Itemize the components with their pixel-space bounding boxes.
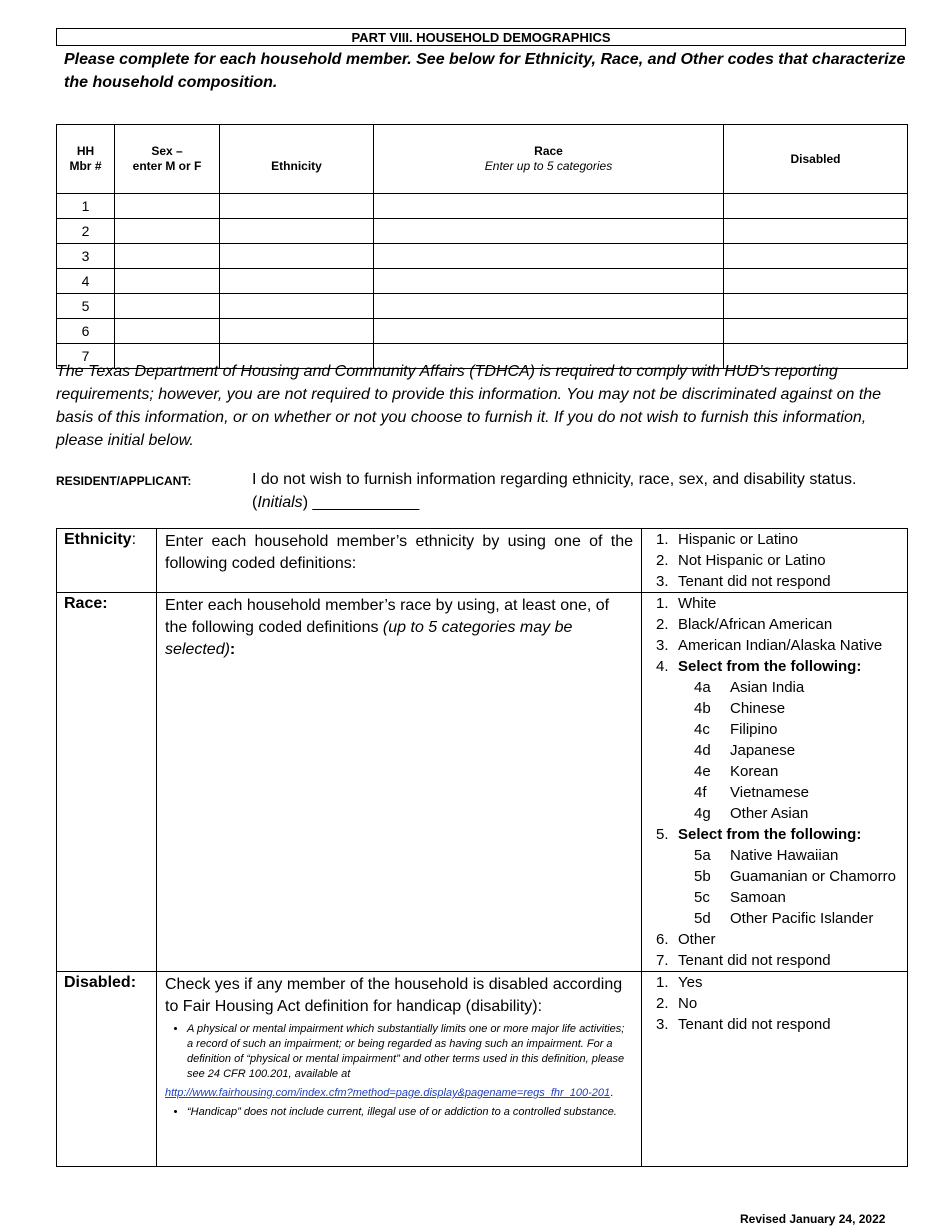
row-number: 7: [57, 344, 115, 369]
sub-option-label: Chinese: [730, 700, 786, 717]
sub-option: [656, 698, 907, 719]
initials-label: Initials: [257, 494, 303, 511]
col-race-sub: Enter up to 5 categories: [484, 159, 613, 173]
list-item: 7. Tenant did not respond: [656, 952, 831, 969]
race-cell[interactable]: [374, 269, 724, 294]
race-desc-italic: (up to 5 categories may be selected): [165, 619, 573, 658]
sub-option-label: Guamanian or Chamorro: [730, 868, 896, 885]
option-label: Select from the following:: [678, 658, 862, 675]
list-item: 3. Tenant did not respond: [656, 573, 831, 590]
sub-option-code: 4g: [694, 805, 711, 822]
list-item: 4. Select from the following:: [656, 658, 862, 675]
option-label: White: [678, 595, 717, 612]
sub-option-code: 4e: [694, 763, 711, 780]
option-label: No: [678, 995, 698, 1012]
option-label: Tenant did not respond: [678, 573, 831, 590]
sub-option: [656, 782, 907, 803]
sex-cell[interactable]: [115, 219, 220, 244]
sub-option-code: 5a: [694, 847, 711, 864]
ethnicity-label-text: Ethnicity: [64, 531, 132, 548]
table-row: [57, 244, 908, 269]
tdhca-notice: The Texas Department of Housing and Community Affairs (TDHCA) is required to comply with HUD’s reporting requirements; however, you are not required to provide this information. You may not be discriminated against on the basis of this information, or on whether or not you choose to furnish it. If you do not wish to furnish this information, please initial below.: [56, 363, 882, 449]
sex-cell[interactable]: [115, 194, 220, 219]
row-number: 4: [57, 269, 115, 294]
option-label: Not Hispanic or Latino: [678, 552, 826, 569]
sub-option: [656, 845, 907, 866]
disabled-description: [157, 972, 642, 1167]
exclusion-text: “Handicap” does not include current, illegal use of or addiction to a controlled substance.: [187, 1106, 617, 1118]
disabled-definition-list: [165, 1022, 633, 1082]
ethnicity-cell[interactable]: [220, 244, 374, 269]
sub-option-label: Filipino: [730, 721, 778, 738]
list-item: [187, 1105, 633, 1120]
disabled-cell[interactable]: [724, 319, 908, 344]
disabled-code-row: [57, 972, 908, 1167]
definition-text: A physical or mental impairment which substantially limits one or more major life activities; a record of such an impairment; or being regarded as having such an impairment. For a definition of “physical or mental impairment” and other terms used in this definition, please see 24 CFR 100.201, available at: [187, 1023, 625, 1080]
col-hh-line1: HH: [76, 144, 95, 158]
disabled-options: [642, 972, 908, 1167]
sub-option: [656, 866, 907, 887]
row-number: 3: [57, 244, 115, 269]
sex-cell[interactable]: [115, 294, 220, 319]
revision-date: Revised January 24, 2022: [740, 1212, 886, 1226]
resident-opt-out: [252, 468, 912, 514]
col-header-disabled: Disabled: [724, 125, 908, 194]
list-item: 5. Select from the following:: [656, 826, 862, 843]
opt-out-statement: I do not wish to furnish information regarding ethnicity, race, sex, and disability status.: [252, 471, 857, 488]
option-label: Yes: [678, 974, 703, 991]
list-item: 1. Hispanic or Latino: [656, 531, 799, 548]
option-label: Hispanic or Latino: [678, 531, 799, 548]
sub-option: [656, 908, 907, 929]
table-row: [57, 319, 908, 344]
sub-option-label: Japanese: [730, 742, 796, 759]
section-title: PART VIII. HOUSEHOLD DEMOGRAPHICS: [56, 28, 906, 46]
disabled-cell[interactable]: [724, 269, 908, 294]
option-label: Tenant did not respond: [678, 1016, 831, 1033]
disabled-label: Disabled:: [57, 972, 157, 1167]
race-desc-end: :: [229, 641, 236, 658]
race-cell[interactable]: [374, 219, 724, 244]
race-cell[interactable]: [374, 194, 724, 219]
row-number: 6: [57, 319, 115, 344]
list-item: 1. Yes: [656, 974, 703, 991]
list-item: 6. Other: [656, 931, 716, 948]
col-sex-line1: Sex –: [151, 144, 183, 158]
ethnicity-code-row: [57, 529, 908, 593]
sub-option-code: 4b: [694, 700, 711, 717]
sub-option-label: Native Hawaiian: [730, 847, 839, 864]
col-header-hh-mbr: [57, 125, 115, 194]
sub-option-label: Korean: [730, 763, 779, 780]
link-period: .: [610, 1087, 614, 1099]
race-description: [157, 593, 642, 972]
race-desc-main: Enter each household member’s race by using, at least one, of the following coded definitions: [165, 597, 610, 636]
sub-option: [656, 887, 907, 908]
row-number: 2: [57, 219, 115, 244]
sub-option-label: Asian India: [730, 679, 805, 696]
initials-field[interactable]: ) ____________: [302, 494, 420, 511]
sub-option-code: 4f: [694, 784, 707, 801]
list-item: [187, 1022, 633, 1082]
list-item: 3. Tenant did not respond: [656, 1016, 831, 1033]
sub-option-label: Vietnamese: [730, 784, 809, 801]
option-label: Tenant did not respond: [678, 952, 831, 969]
sub-option-code: 4c: [694, 721, 710, 738]
sub-option: [656, 677, 907, 698]
disabled-exclusion-list: [165, 1105, 633, 1120]
ethnicity-cell[interactable]: [220, 319, 374, 344]
disabled-cell[interactable]: [724, 294, 908, 319]
col-header-sex: [115, 125, 220, 194]
table-row: [57, 269, 908, 294]
household-members-table: [56, 124, 908, 369]
col-sex-line2: enter M or F: [132, 159, 202, 173]
ethnicity-label: [57, 529, 157, 593]
option-label: Other: [678, 931, 716, 948]
sub-option: [656, 803, 907, 824]
sub-option-code: 4a: [694, 679, 711, 696]
sub-option-code: 5b: [694, 868, 711, 885]
sex-cell[interactable]: [115, 319, 220, 344]
list-item: 3. American Indian/Alaska Native: [656, 637, 883, 654]
disabled-desc-text: Check yes if any member of the household is disabled according to Fair Housing Act definition for handicap (disability):: [165, 976, 623, 1015]
race-cell[interactable]: [374, 244, 724, 269]
list-item: 2. No: [656, 995, 698, 1012]
sub-option-label: Other Pacific Islander: [730, 910, 874, 927]
sex-cell[interactable]: [115, 244, 220, 269]
list-item: 2. Black/African American: [656, 616, 833, 633]
list-item: 1. White: [656, 595, 717, 612]
sub-option-label: Other Asian: [730, 805, 809, 822]
ethnicity-cell[interactable]: [220, 269, 374, 294]
resident-applicant-label: RESIDENT/APPLICANT:: [56, 474, 192, 488]
ethnicity-label-colon: :: [131, 531, 137, 548]
ethnicity-cell[interactable]: [220, 219, 374, 244]
sub-option: [656, 719, 907, 740]
fairhousing-link[interactable]: http://www.fairhousing.com/index.cfm?method=page.display&pagename=regs_fhr_100-201: [165, 1087, 611, 1099]
ethnicity-cell[interactable]: [220, 294, 374, 319]
sub-option: [656, 761, 907, 782]
row-number: 1: [57, 194, 115, 219]
sub-option-code: 4d: [694, 742, 711, 759]
race-label: Race:: [57, 593, 157, 972]
list-item: 2. Not Hispanic or Latino: [656, 552, 826, 569]
option-label: Black/African American: [678, 616, 833, 633]
sub-option-code: 5c: [694, 889, 710, 906]
table-row: [57, 219, 908, 244]
race-cell[interactable]: [374, 294, 724, 319]
col-hh-line2: Mbr #: [69, 159, 102, 173]
sub-option-label: Samoan: [730, 889, 786, 906]
col-header-race: [374, 125, 724, 194]
race-cell[interactable]: [374, 319, 724, 344]
disabled-cell[interactable]: [724, 194, 908, 219]
sub-option-code: 5d: [694, 910, 711, 927]
disabled-cell[interactable]: [724, 244, 908, 269]
ethnicity-cell[interactable]: [220, 194, 374, 219]
race-options: [642, 593, 908, 972]
initials-open: (: [252, 494, 258, 511]
sub-option: [656, 740, 907, 761]
col-header-ethnicity: Ethnicity: [220, 125, 374, 194]
option-label: Select from the following:: [678, 826, 862, 843]
race-code-row: [57, 593, 908, 972]
sex-cell[interactable]: [115, 269, 220, 294]
disabled-cell[interactable]: [724, 219, 908, 244]
table-row: [57, 294, 908, 319]
option-label: American Indian/Alaska Native: [678, 637, 883, 654]
col-race-title: Race: [534, 144, 563, 158]
table-row: [57, 194, 908, 219]
ethnicity-options: [642, 529, 908, 593]
row-number: 5: [57, 294, 115, 319]
intro-instructions: Please complete for each household member. See below for Ethnicity, Race, and Other codes that characterize the household composition.: [64, 51, 906, 91]
codes-table: [56, 528, 908, 1167]
ethnicity-description: Enter each household member’s ethnicity by using one of the following coded definitions:: [157, 529, 642, 593]
